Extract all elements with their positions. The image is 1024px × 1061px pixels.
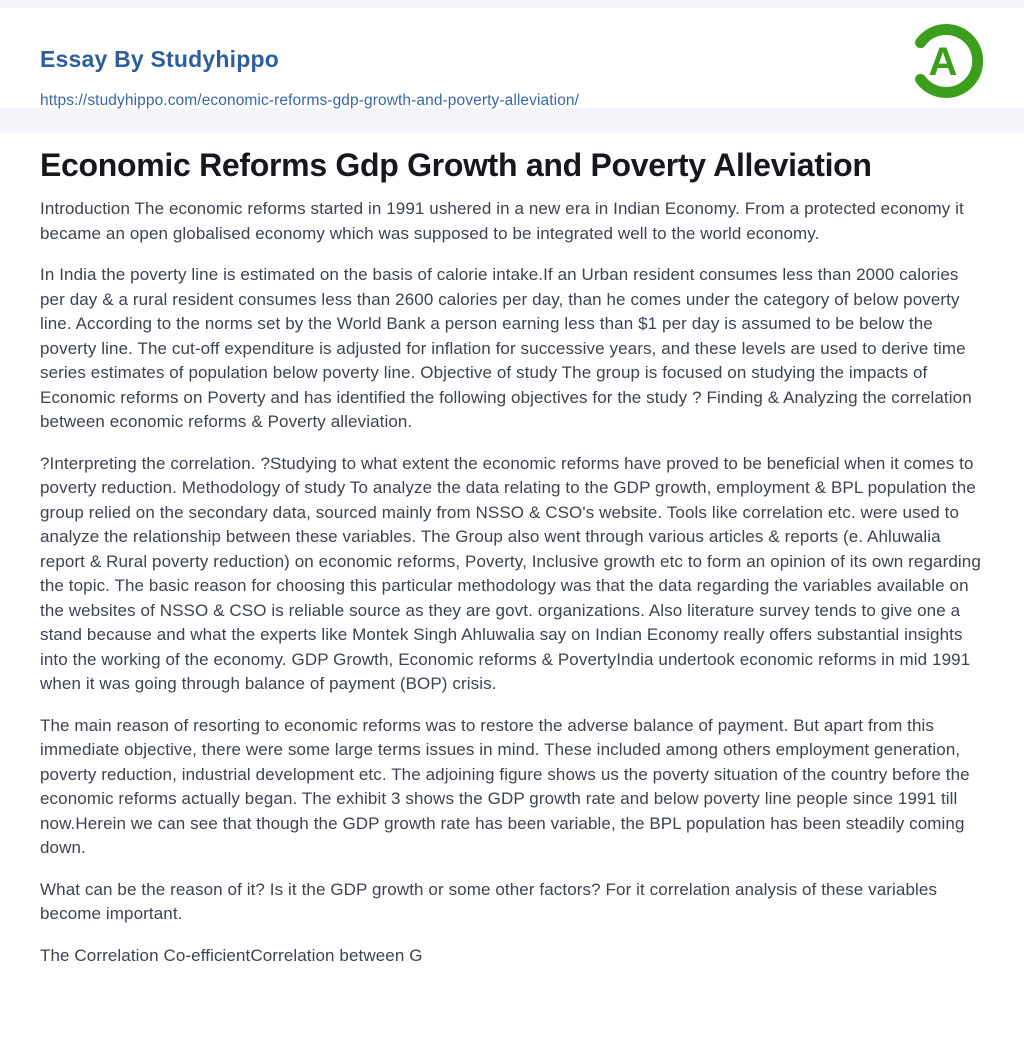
article-title: Economic Reforms Gdp Growth and Poverty Alleviation xyxy=(40,147,872,183)
article-paragraph: ?Interpreting the correlation. ?Studying to what extent the economic reforms have proved to be beneficial when it comes to poverty reduction. Methodology of study To analyze the data relating to the GDP growth, employment & BPL population the group relied on the secondary data, sourced mainly from NSSO & CSO's website. Tools like correlation etc. were used to analyze the relationship between these variables. The Group also went through various articles & reports (e. Ahluwalia report & Rural poverty reduction) on economic reforms, Poverty, Inclusive growth etc to form an opinion of its own regarding the topic. The basic reason for choosing this particular methodology was that the data regarding the variables available on the websites of NSSO & CSO is reliable source as they are govt. organizations. Also literature survey tends to give one a stand because and what the experts like Montek Singh Ahluwalia say on Indian Economy really offers substantial insights into the working of the economy. GDP Growth, Economic reforms & PovertyIndia undertook economic reforms in mid 1991 when it was going through balance of payment (BOP) crisis. xyxy=(40,453,981,693)
logo-ring-icon xyxy=(907,22,985,100)
site-title: Essay By Studyhippo xyxy=(40,46,279,72)
article-paragraph: The main reason of resorting to economic reforms was to restore the adverse balance of payment. But apart from this immediate objective, there were some large terms issues in mind. These included among others employment generation, poverty reduction, industrial development etc. The adjoining figure shows us the poverty situation of the country before the economic reforms actually began. The exhibit 3 shows the GDP growth rate and below poverty line people since 1991 till now.Herein we can see that though the GDP growth rate has been variable, the BPL population has been steadily coming down. xyxy=(40,715,970,857)
article-content xyxy=(0,133,1024,968)
article-paragraph: What can be the reason of it? Is it the GDP growth or some other factors? For it correlation analysis of these variables become important. xyxy=(40,879,938,923)
header-divider-strip xyxy=(0,108,1024,133)
article-body xyxy=(40,197,984,968)
site-header xyxy=(0,8,1024,108)
article-paragraph: In India the poverty line is estimated on the basis of calorie intake.If an Urban resident consumes less than 2000 calories per day & a rural resident consumes less than 2600 calories per day, than he comes under the category of below poverty line. According to the norms set by the World Bank a person earning less than $1 per day is assumed to be below the poverty line. The cut-off expenditure is adjusted for inflation for successive years, and these levels are used to derive time series estimates of population below poverty line. Objective of study The group is focused on studying the impacts of Economic reforms on Poverty and has identified the following objectives for the study ? Finding & Analyzing the correlation between economic reforms & Poverty alleviation. xyxy=(40,265,972,431)
article-paragraph: The Correlation Co-efficientCorrelation between G xyxy=(40,945,423,965)
article-paragraph: Introduction The economic reforms started in 1991 ushered in a new era in Indian Economy. From a protected economy it became an open globalised economy which was supposed to be integrated well to the world economy. xyxy=(40,199,964,243)
logo-letter: A xyxy=(928,40,958,84)
top-strip xyxy=(0,0,1024,8)
page-url-link[interactable]: https://studyhippo.com/economic-reforms-gdp-growth-and-poverty-alleviation/ xyxy=(40,92,580,109)
studyhippo-logo xyxy=(907,22,985,100)
